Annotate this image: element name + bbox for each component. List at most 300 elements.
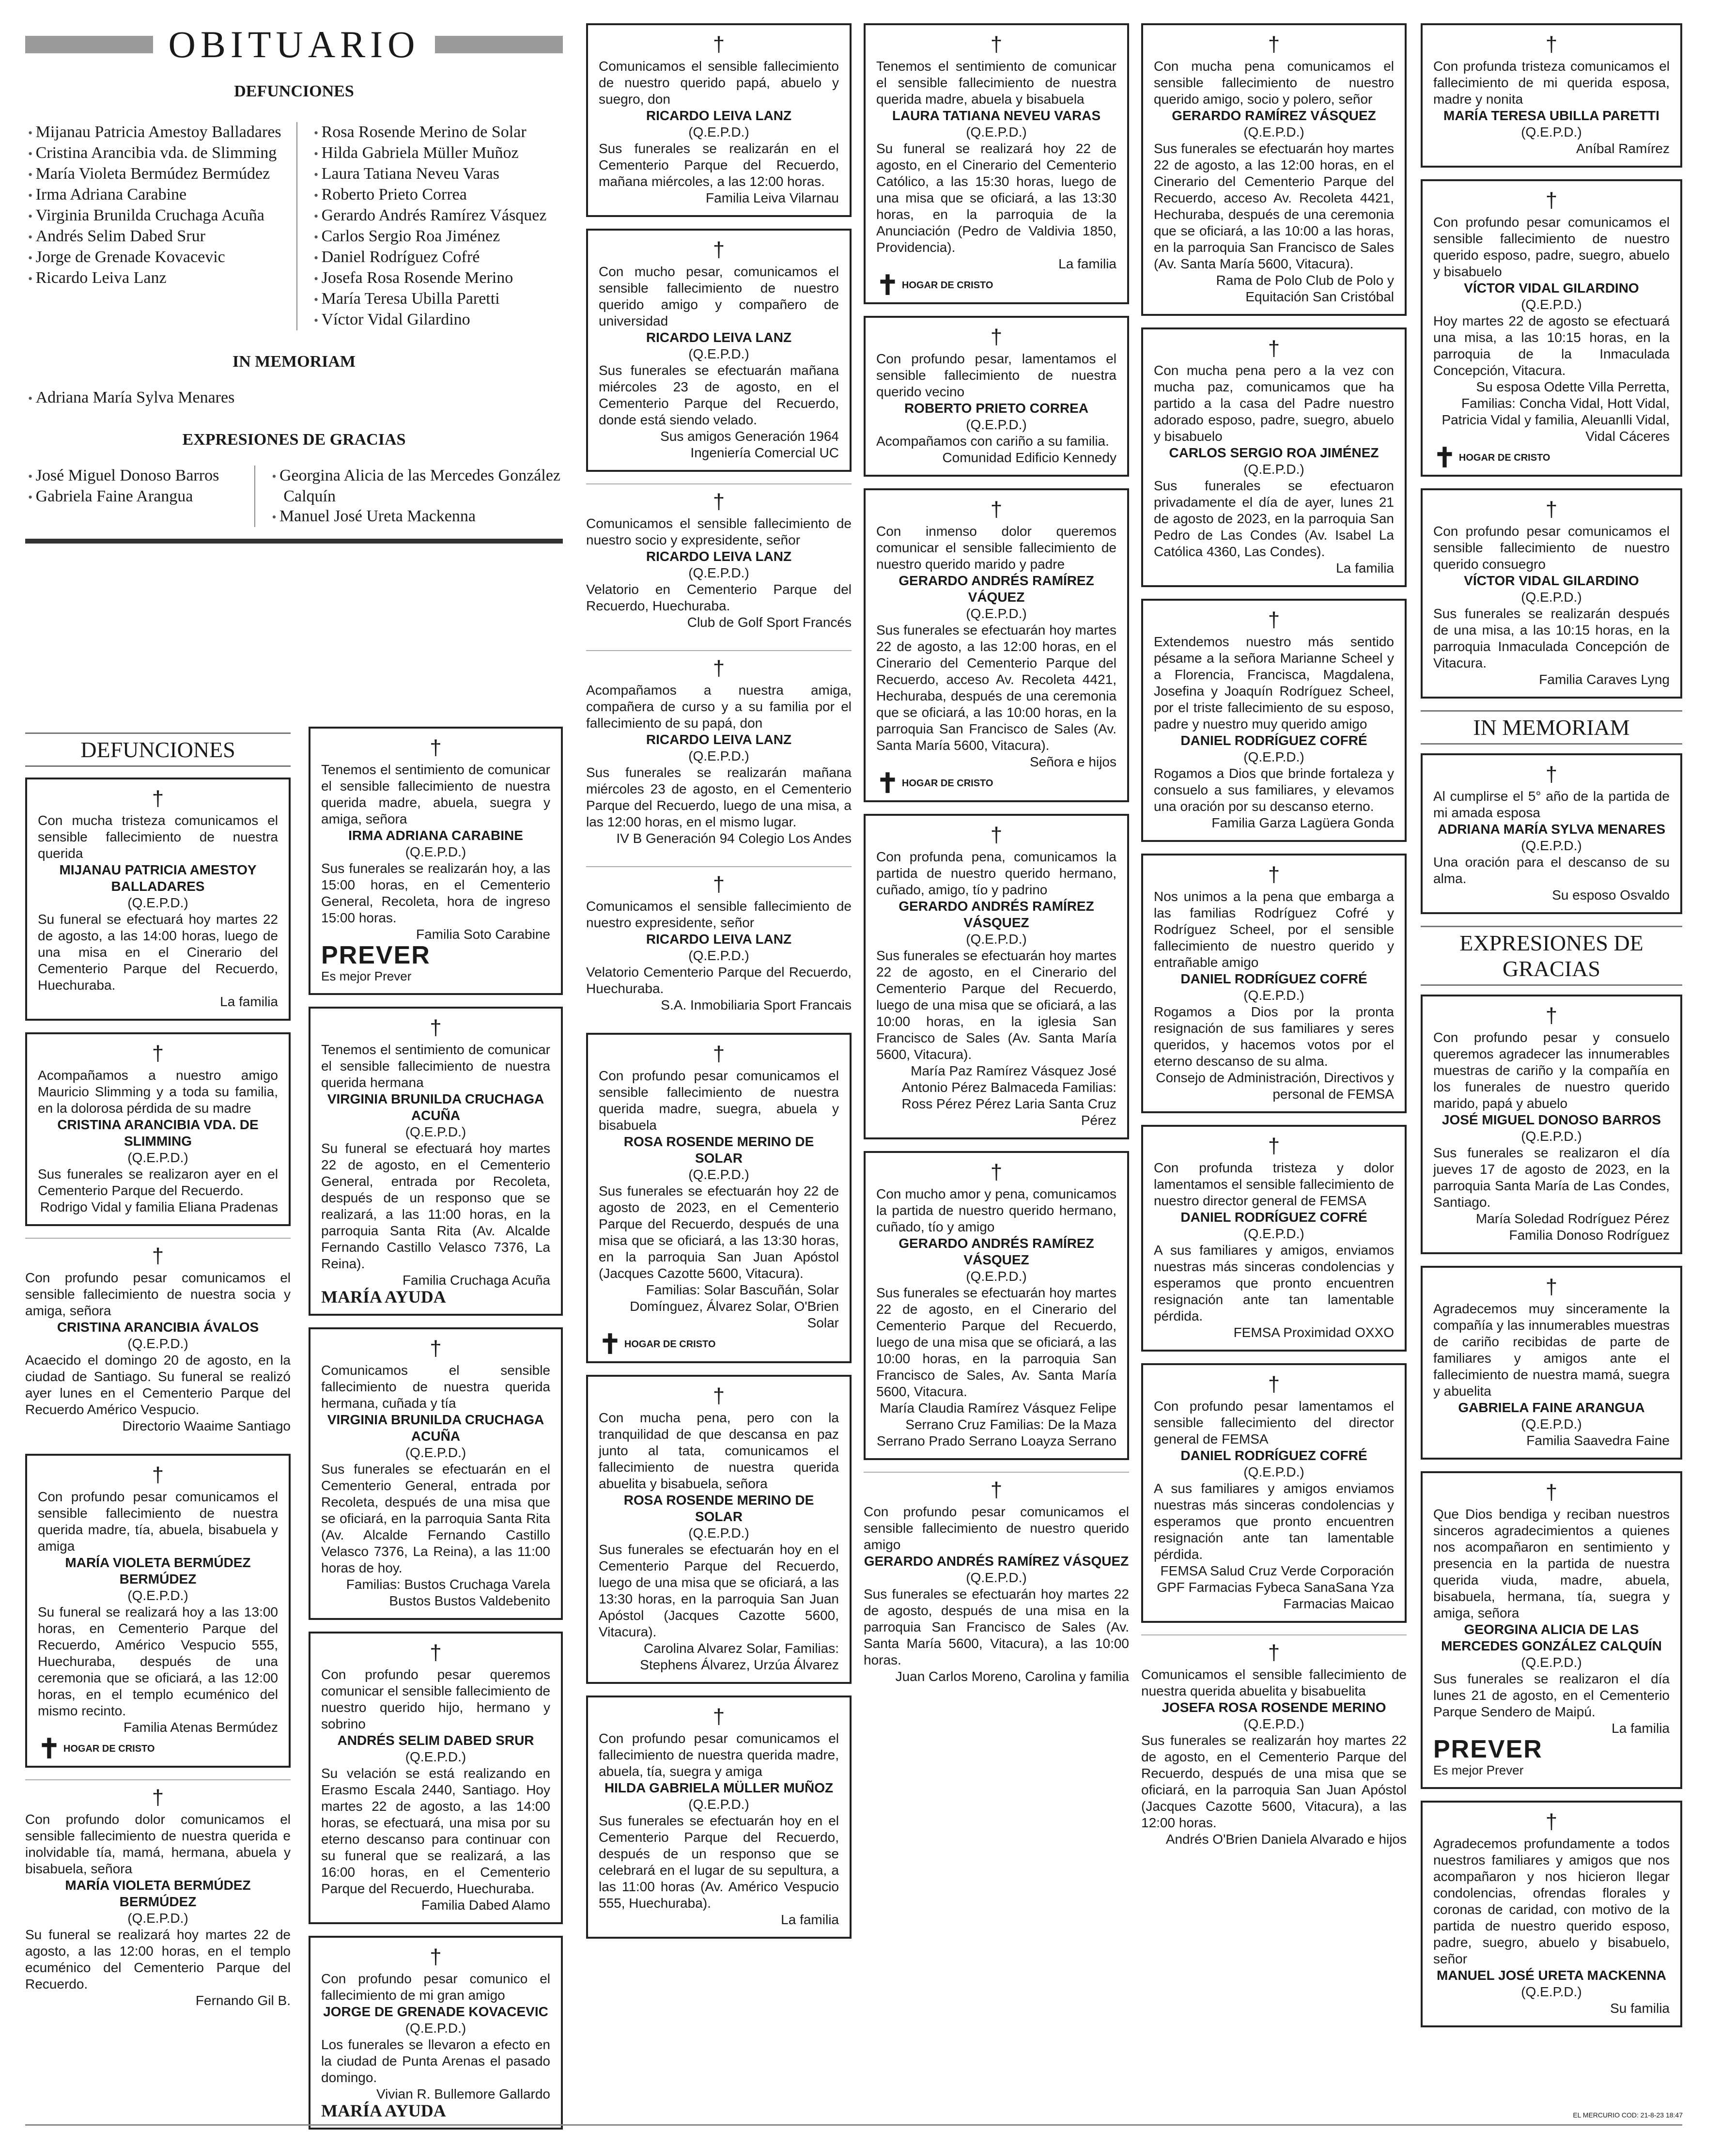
notice-signature: Señora e hijos	[1029, 754, 1116, 769]
index-entry: • Rosa Rosende Merino de Solar	[311, 122, 546, 143]
deceased-name: RICARDO LEIVA LANZ	[646, 549, 792, 564]
index-gracias-list	[25, 466, 563, 527]
notice-body: Acompañamos con cariño a su familia.	[876, 434, 1109, 449]
qepd-label: (Q.E.P.D.)	[127, 895, 188, 910]
deceased-name: CRISTINA ARANCIBIA VDA. DE SLIMMING	[57, 1117, 259, 1149]
deceased-name: GERARDO ANDRÉS RAMÍREZ VÁSQUEZ	[899, 1236, 1094, 1267]
notice-body: Sus funerales se efectuarán hoy en el Cementerio Parque del Recuerdo, luego de una misa que se oficiará, a las 13:30 horas, en la parroquia San Juan Apóstol (Jacques Cazotte 5600, Vitacura).	[599, 1542, 839, 1639]
cross-icon: †	[1268, 1641, 1280, 1665]
index-gracias-title: EXPRESIONES DE GRACIAS	[182, 431, 406, 449]
cross-icon: †	[713, 1705, 725, 1728]
notice-intro: Con profundo pesar y consuelo queremos agradecer las innumerables muestras de cariño y la compañía en los funerales de nuestro querido marido, papá y abuelo	[1433, 1030, 1670, 1111]
column-5	[1141, 23, 1407, 1867]
cross-icon: †	[713, 1384, 725, 1408]
cross-icon: †	[1268, 1134, 1280, 1158]
prever-logo: PREVER	[321, 941, 431, 969]
obituary-notice	[586, 1033, 852, 1363]
deceased-name: VIRGINIA BRUNILDA CRUCHAGA ACUÑA	[327, 1412, 544, 1444]
qepd-label: (Q.E.P.D.)	[688, 124, 749, 140]
column-2	[309, 727, 563, 2141]
notice-signature: Familia Leiva Vilarnau	[706, 190, 839, 205]
index-entry: • Mijanau Patricia Amestoy Balladares	[25, 122, 296, 143]
obituary-notice	[1421, 753, 1682, 914]
deceased-name: IRMA ADRIANA CARABINE	[348, 828, 523, 843]
notice-signature: Carolina Alvarez Solar, Familias: Stephens Álvarez, Urzúa Álvarez	[640, 1641, 839, 1672]
masthead-bar-left	[25, 36, 153, 53]
notice-intro: Con mucha pena comunicamos el sensible fallecimiento de nuestro querido amigo, socio y polero, señor	[1154, 59, 1394, 107]
cross-icon: †	[152, 1244, 164, 1268]
obituary-notice	[1141, 854, 1407, 1113]
notice-body: Su funeral se realizará hoy a las 13:00 horas, en Cementerio Parque del Recuerdo, Américo Vespucio 555, Huechuraba, después de una ceremonia que se oficiará, a las 12:00 horas, en el templo ecuménico del mismo recinto.	[38, 1604, 278, 1718]
notice-intro: Con profundo pesar comunicamos el sensible fallecimiento de nuestra querida madre, suegra, abuela y bisabuela	[599, 1068, 839, 1133]
deceased-name: VÍCTOR VIDAL GILARDINO	[1464, 280, 1639, 296]
notice-intro: Con profundo pesar lamentamos el sensible fallecimiento del director general de FEMSA	[1154, 1399, 1394, 1447]
notice-signature: Familia Saavedra Faine	[1526, 1433, 1670, 1448]
hogar-de-cristo-label: HOGAR DE CRISTO	[901, 778, 993, 789]
notice-intro: Nos unimos a la pena que embarga a las familias Rodríguez Cofré y Rodríguez Scheel, por el sensible fallecimiento de nuestro querido y entrañable amigo	[1154, 889, 1394, 970]
qepd-label: (Q.E.P.D.)	[1243, 1464, 1304, 1479]
notice-body: Sus funerales se efectuarán mañana miércoles 23 de agosto, en el Cementerio Parque del Recuerdo, donde está siendo velado.	[599, 363, 839, 427]
obituary-notice	[586, 1375, 852, 1684]
notice-body: Su velación se está realizando en Erasmo Escala 2440, Santiago. Hoy martes 22 de agosto, a las 14:00 horas, se efectuará, una misa por su eterno descanso para continuar con su funeral que se realizará, a las 16:00 horas, en el Cementerio Parque del Recuerdo, Huechuraba.	[321, 1766, 550, 1896]
notice-signature: Vivian R. Bullemore Gallardo	[376, 2086, 550, 2101]
index-defunciones-list	[25, 122, 563, 330]
obituary-notice	[864, 1151, 1129, 1460]
notice-intro: Con inmenso dolor queremos comunicar el sensible fallecimiento de nuestro querido marido y padre	[876, 524, 1116, 572]
obituary-notice	[1141, 327, 1407, 587]
cross-icon: †	[1545, 498, 1558, 521]
deceased-name: DANIEL RODRÍGUEZ COFRÉ	[1180, 1448, 1367, 1463]
deceased-name: DANIEL RODRÍGUEZ COFRÉ	[1180, 733, 1367, 748]
deceased-name: RICARDO LEIVA LANZ	[646, 732, 792, 747]
qepd-label: (Q.E.P.D.)	[1521, 297, 1582, 312]
deceased-name: ROSA ROSENDE MERINO DE SOLAR	[623, 1493, 814, 1524]
obituary-notice	[1421, 23, 1682, 168]
notice-body: Sus funerales se efectuarán hoy 22 de agosto de 2023, en el Cementerio Parque del Recuerdo, después de una misa que se oficiará, a las 13:30 horas, en la parroquia San Juan Apóstol (Jacques Cazotte 5600, Vitacura).	[599, 1183, 839, 1281]
notice-signature: FEMSA Salud Cruz Verde Corporación GPF Farmacias Fybeca SanaSana Yza Farmacias Maicao	[1157, 1563, 1394, 1611]
notice-body: Sus funerales se efectuarán hoy martes 22 de agosto, en el Cinerario del Cementerio Parque del Recuerdo, luego de una misa que se oficiará, a las 10:00 horas, en la parroquia San Francisco de Sales, Av. Santa María 5600, Vitacura.	[876, 1285, 1116, 1399]
qepd-label: (Q.E.P.D.)	[1521, 1984, 1582, 1999]
cross-icon: †	[152, 1786, 164, 1809]
qepd-label: (Q.E.P.D.)	[1243, 462, 1304, 477]
notice-signature: Familias: Solar Bascuñán, Solar Domínguez, Álvarez Solar, O'Brien Solar	[630, 1282, 839, 1330]
notice-signature: Familia Cruchaga Acuña	[402, 1273, 550, 1288]
notice-body: Sus funerales se realizarán hoy martes 22 de agosto, en el Cementerio Parque del Recuerdo, después de una misa que se oficiará, en la parroquia San Juan Apóstol (Jacques Cazotte 5600, Vitacura), a las 12:00 horas.	[1141, 1733, 1407, 1830]
notice-body: Sus funerales se efectuarán hoy martes 22 de agosto, a las 12:00 horas, en el Cinerario del Cementerio Parque del Recuerdo, acceso Av. Recoleta 4421, Hechuraba, después de una ceremonia que se oficiará, a las 10:00 horas, en la parroquia San Francisco de Sales (Av. Santa María 5600, Vitacura).	[876, 622, 1116, 753]
notice-intro: Con profundo pesar, lamentamos el sensible fallecimiento de nuestra querido vecino	[876, 351, 1116, 399]
cross-icon: †	[990, 823, 1003, 847]
notice-signature: Fernando Gil B.	[195, 1993, 291, 2008]
qepd-label: (Q.E.P.D.)	[1521, 1416, 1582, 1431]
notice-signature: María Paz Ramírez Vásquez José Antonio Pérez Balmaceda Familias: Ross Pérez Pérez Laria Santa Cruz Pérez	[901, 1063, 1116, 1128]
obituary-notice	[586, 1696, 852, 1939]
index-entry: • María Violeta Bermúdez Bermúdez	[25, 164, 296, 185]
qepd-label: (Q.E.P.D.)	[1243, 988, 1304, 1003]
obituary-notice	[309, 1327, 563, 1620]
index-entry: • Georgina Alicia de las Mercedes González Calquín	[269, 466, 563, 506]
hogar-de-cristo-logo	[38, 1733, 278, 1764]
cross-icon: †	[990, 1160, 1003, 1184]
obituary-notice	[864, 1472, 1129, 1694]
cross-icon: †	[1268, 337, 1280, 360]
hogar-de-cristo-icon: ✝	[876, 270, 896, 300]
notice-body: Sus funerales se realizarán hoy, a las 15:00 horas, en el Cementerio General, Recoleta, hora de ingreso 15:00 horas.	[321, 861, 550, 925]
obituary-notice	[1141, 1363, 1407, 1623]
obituary-notice	[586, 229, 852, 472]
notice-body: Su funeral se realizará hoy martes 22 de agosto, a las 12:00 horas, en el templo ecuménico del Cementerio Parque del Recuerdo.	[25, 1927, 291, 1991]
notice-intro: Con profundo pesar comunicamos el fallecimiento de nuestra querida madre, abuela, tía, suegra y amiga	[599, 1731, 839, 1779]
notice-intro: Con mucho pesar, comunicamos el sensible fallecimiento de nuestro querido amigo y compañero de universidad	[599, 264, 839, 328]
notice-signature: La familia	[1612, 1721, 1670, 1736]
cross-icon: †	[1545, 1480, 1558, 1504]
notice-intro: Con mucha pena pero a la vez con mucha paz, comunicamos que ha partido a la casa del Padre nuestro adorado esposo, padre, suegro, abuelo y bisabuelo	[1154, 363, 1394, 444]
notice-signature: Directorio Waaime Santiago	[122, 1418, 291, 1433]
index-entry: • Roberto Prieto Correa	[311, 185, 546, 205]
hogar-de-cristo-label: HOGAR DE CRISTO	[63, 1743, 155, 1754]
notice-intro: Con profunda tristeza comunicamos el fallecimiento de mi querida esposa, madre y nonita	[1433, 59, 1670, 107]
notice-intro: Que Dios bendiga y reciban nuestros sinceros agradecimientos a quienes nos acompañaron en sentimiento y presencia en la partida de nuestra querida viuda, madre, abuela, bisabuela, hermana, tía, suegra y amiga, señora	[1433, 1507, 1670, 1620]
notice-body: Su funeral se realizará hoy 22 de agosto, en el Cinerario del Cementerio Católico, a las 15:30 horas, luego de una misa que se oficiará, a las 13:30 horas, en la parroquia de la Anunciación (Pedro de Valdivia 1850, Providencia).	[876, 141, 1116, 255]
index-entry: • Adriana María Sylva Menares	[25, 388, 563, 408]
cross-icon: †	[430, 1945, 442, 1969]
notice-intro: Acompañamos a nuestra amiga, compañera de curso y a su familia por el fallecimiento de su papá, don	[586, 683, 852, 731]
deceased-name: GEORGINA ALICIA DE LAS MERCEDES GONZÁLEZ CALQUÍN	[1441, 1622, 1662, 1653]
deceased-name: CRISTINA ARANCIBIA ÁVALOS	[57, 1320, 259, 1335]
notice-intro: Con profundo pesar comunico el fallecimiento de mi gran amigo	[321, 1971, 550, 2003]
cross-icon: †	[713, 1042, 725, 1066]
notice-signature: IV B Generación 94 Colegio Los Andes	[616, 831, 852, 846]
notice-body: Velatorio en Cementerio Parque del Recuerdo, Huechuraba.	[586, 582, 852, 613]
index-memoriam-list	[25, 388, 563, 408]
hogar-de-cristo-logo	[876, 270, 1116, 300]
index-entry: • Hilda Gabriela Müller Muñoz	[311, 143, 546, 164]
notice-signature: Aníbal Ramírez	[1576, 141, 1670, 156]
notice-signature: La familia	[1058, 256, 1116, 271]
obituary-notice	[586, 23, 852, 217]
cross-icon: †	[713, 872, 725, 896]
notice-intro: Con mucha pena, pero con la tranquilidad de que descansa en paz junto al tata, comunicamos el fallecimiento de nuestra querida abuelita y bisabuela, señora	[599, 1410, 839, 1491]
qepd-label: (Q.E.P.D.)	[1243, 1716, 1304, 1731]
index-entry: • Irma Adriana Carabine	[25, 185, 296, 205]
deceased-name: VIRGINIA BRUNILDA CRUCHAGA ACUÑA	[327, 1091, 544, 1123]
footer-code: EL MERCURIO COD: 21-8-23 18:47	[1573, 2111, 1683, 2119]
cross-icon: †	[1268, 608, 1280, 632]
cross-icon: †	[713, 238, 725, 262]
qepd-label: (Q.E.P.D.)	[127, 1336, 188, 1351]
hogar-de-cristo-icon: ✝	[1433, 442, 1453, 473]
notice-body: Sus funerales se efectuarán hoy martes 22 de agosto, en el Cinerario del Cementerio Parque del Recuerdo, luego de una misa que se oficiará, a las 10:00 horas, en la iglesia San Francisco de Sales (Av. Santa María 5600, Vitacura).	[876, 948, 1116, 1062]
obituary-notice	[309, 1936, 563, 2130]
cross-icon: †	[152, 1042, 164, 1065]
notice-intro: Comunicamos el sensible fallecimiento de nuestro querido papá, abuelo y suegro, don	[599, 59, 839, 107]
notice-body: Sus funerales se realizarán después de una misa, a las 10:15 horas, en la parroquia Inmaculada Concepción de Vitacura.	[1433, 606, 1670, 670]
notice-body: A sus familiares y amigos, enviamos nuestras más sinceras condolencias y esperamos que pronto encuentren resignación ante tan lamentable pérdida.	[1154, 1243, 1394, 1323]
notice-intro: Con profundo pesar comunicamos el sensible fallecimiento de nuestro querido amigo	[864, 1504, 1129, 1552]
notice-body: Sus funerales se realizaron el día jueves 17 de agosto de 2023, en la parroquia Santa María de Las Condes, Santiago.	[1433, 1145, 1670, 1210]
section-defunciones: DEFUNCIONES	[25, 732, 291, 767]
index-entry: • Josefa Rosa Rosende Merino	[311, 268, 546, 289]
obituary-notice	[586, 866, 852, 1022]
notice-intro: Agradecemos muy sinceramente la compañía y las innumerables muestras de cariño recibidas de parte de familiares y amigos ante el fallecimiento de nuestra mamá, suegra y abuelita	[1433, 1301, 1670, 1399]
cross-icon: †	[152, 1463, 164, 1487]
cross-icon: †	[430, 1016, 442, 1040]
obituary-notice	[309, 1632, 563, 1924]
hogar-de-cristo-icon: ✝	[599, 1329, 619, 1359]
cross-icon: †	[990, 1478, 1003, 1502]
cross-icon: †	[1545, 32, 1558, 56]
qepd-label: (Q.E.P.D.)	[405, 844, 466, 859]
notice-intro: Con profundo pesar comunicamos el sensible fallecimiento de nuestro querido consuegro	[1433, 524, 1670, 572]
deceased-name: JOSÉ MIGUEL DONOSO BARROS	[1442, 1112, 1661, 1127]
hogar-de-cristo-icon: ✝	[876, 768, 896, 798]
deceased-name: MARÍA TERESA UBILLA PARETTI	[1443, 108, 1659, 123]
deceased-name: GERARDO ANDRÉS RAMÍREZ VÁSQUEZ	[899, 899, 1094, 930]
obituary-notice	[1141, 23, 1407, 316]
obituary-notice	[25, 1454, 291, 1768]
cross-icon: †	[713, 656, 725, 680]
notice-signature: María Claudia Ramírez Vásquez Felipe Serrano Cruz Familias: De la Maza Serrano Prado Serrano Loayza Serrano	[877, 1400, 1116, 1448]
cross-icon: †	[1545, 1275, 1558, 1299]
notice-signature: Familia Dabed Alamo	[421, 1898, 550, 1913]
index-entry: • Gerardo Andrés Ramírez Vásquez	[311, 205, 546, 226]
notice-intro: Tenemos el sentimiento de comunicar el sensible fallecimiento de nuestra querida hermana	[321, 1042, 550, 1090]
obituary-notice	[1421, 1801, 1682, 2027]
deceased-name: GERARDO RAMÍREZ VÁSQUEZ	[1172, 108, 1376, 123]
index-entry: • José Miguel Donoso Barros	[25, 466, 254, 486]
notice-signature: Su esposo Osvaldo	[1552, 887, 1670, 902]
notice-signature: Familias: Bustos Cruchaga Varela Bustos Bustos Valdebenito	[346, 1577, 550, 1608]
obituary-notice	[1141, 1634, 1407, 1856]
notice-intro: Agradecemos profundamente a todos nuestros familiares y amigos que nos acompañaron y nos hicieron llegar condolencias, ofrendas florales y coronas de caridad, con motivo de la partida de nuestro querido esposo, padre, suegro, abuelo y bisabuelo, señor	[1433, 1836, 1670, 1966]
deceased-name: ANDRÉS SELIM DABED SRUR	[337, 1733, 534, 1748]
qepd-label: (Q.E.P.D.)	[127, 1588, 188, 1603]
qepd-label: (Q.E.P.D.)	[405, 1124, 466, 1139]
obituary-notice	[864, 814, 1129, 1139]
cross-icon: †	[1545, 1810, 1558, 1834]
cross-icon: †	[1268, 863, 1280, 887]
hogar-de-cristo-logo	[1433, 442, 1670, 473]
qepd-label: (Q.E.P.D.)	[966, 124, 1027, 140]
obituary-notice	[586, 650, 852, 856]
qepd-label: (Q.E.P.D.)	[688, 1797, 749, 1812]
masthead	[25, 23, 563, 65]
obituary-notice	[864, 23, 1129, 304]
index-entry: • Daniel Rodríguez Cofré	[311, 247, 546, 268]
notice-body: Su funeral se efectuará hoy martes 22 de agosto, a las 14:00 horas, luego de una misa en el Cinerario del Cementerio Parque del Recuerdo, Huechuraba.	[38, 912, 278, 993]
notice-signature: Andrés O'Brien Daniela Alvarado e hijos	[1165, 1832, 1407, 1847]
deceased-name: ADRIANA MARÍA SYLVA MENARES	[1437, 822, 1666, 837]
cross-icon: †	[990, 325, 1003, 349]
index-list	[25, 388, 563, 408]
cross-icon: †	[1545, 1004, 1558, 1027]
page-title: OBITUARIO	[168, 23, 420, 65]
section-gracias: EXPRESIONES DE GRACIAS	[1421, 926, 1682, 986]
obituary-notice	[25, 1779, 291, 2018]
qepd-label: (Q.E.P.D.)	[1521, 124, 1582, 140]
column-3	[586, 23, 852, 1950]
qepd-label: (Q.E.P.D.)	[1521, 1129, 1582, 1144]
qepd-label: (Q.E.P.D.)	[688, 948, 749, 963]
obituary-notice	[25, 778, 291, 1021]
column-6	[1421, 23, 1682, 2039]
deceased-name: RICARDO LEIVA LANZ	[646, 932, 792, 947]
qepd-label: (Q.E.P.D.)	[688, 1167, 749, 1182]
qepd-label: (Q.E.P.D.)	[966, 606, 1027, 621]
notice-intro: Comunicamos el sensible fallecimiento de nuestro socio y expresidente, señor	[586, 516, 852, 547]
deceased-name: MARÍA VIOLETA BERMÚDEZ BERMÚDEZ	[65, 1555, 251, 1587]
qepd-label: (Q.E.P.D.)	[966, 1269, 1027, 1284]
notice-signature: Su esposa Odette Villa Perretta, Familias: Concha Vidal, Hott Vidal, Patricia Vidal y familia, Aleuanlli Vidal, Vidal Cáceres	[1442, 379, 1670, 444]
index-entry: • Andrés Selim Dabed Srur	[25, 226, 296, 247]
deceased-name: DANIEL RODRÍGUEZ COFRÉ	[1180, 1210, 1367, 1225]
notice-body: Sus funerales se efectuarán hoy martes 22 de agosto, después de una misa en la parroquia San Francisco de Sales (Av. Santa María 5600, Vitacura), a las 10:00 horas.	[864, 1587, 1129, 1667]
qepd-label: (Q.E.P.D.)	[127, 1911, 188, 1926]
notice-intro: Con profunda pena, comunicamos la partida de nuestro querido hermano, cuñado, amigo, tío y padrino	[876, 849, 1116, 897]
notice-signature: Familia Soto Carabine	[416, 927, 550, 942]
notice-body: Hoy martes 22 de agosto se efectuará una misa, a las 10:15 horas, en la parroquia de la Inmaculada Concepción, Vitacura.	[1433, 313, 1670, 378]
obituary-notice	[309, 1007, 563, 1316]
notice-intro: Extendemos nuestro más sentido pésame a la señora Marianne Scheel y a Florencia, Francisca, Magdalena, Josefina y Joaquín Rodríguez Scheel, por el triste fallecimiento de su esposo, padre y nuestro muy querido amigo	[1154, 634, 1394, 731]
qepd-label: (Q.E.P.D.)	[405, 1445, 466, 1460]
index-rule	[25, 539, 563, 544]
index-entry: • Carlos Sergio Roa Jiménez	[311, 226, 546, 247]
notice-signature: Familia Atenas Bermúdez	[123, 1720, 278, 1735]
masthead-bar-right	[435, 36, 563, 53]
deceased-name: RICARDO LEIVA LANZ	[646, 330, 792, 345]
deceased-name: LAURA TATIANA NEVEU VARAS	[892, 108, 1101, 123]
index-entry: • Víctor Vidal Gilardino	[311, 310, 546, 330]
obituary-notice	[1421, 179, 1682, 477]
notice-body: A sus familiares y amigos enviamos nuestras más sinceras condolencias y esperamos que pronto encuentren resignación ante tan lamentable pérdida.	[1154, 1481, 1394, 1562]
notice-signature: Juan Carlos Moreno, Carolina y familia	[895, 1669, 1129, 1684]
notice-intro: Con profunda tristeza y dolor lamentamos el sensible fallecimiento de nuestro director general de FEMSA	[1154, 1160, 1394, 1208]
obituary-notice	[1421, 995, 1682, 1254]
index-entry: • Cristina Arancibia vda. de Slimming	[25, 143, 296, 164]
qepd-label: (Q.E.P.D.)	[688, 748, 749, 763]
cross-icon: †	[990, 498, 1003, 521]
cross-icon: †	[990, 32, 1003, 56]
obituary-notice	[309, 727, 563, 995]
section-memoriam: IN MEMORIAM	[1421, 710, 1682, 745]
index-entry: • Gabriela Faine Arangua	[25, 486, 254, 507]
notice-signature: La familia	[1336, 560, 1394, 576]
notice-body: Sus funerales se realizarán mañana miércoles 23 de agosto, en el Cementerio Parque del Recuerdo, luego de una misa, a las 12:00 horas, en el mismo lugar.	[586, 765, 852, 829]
hogar-de-cristo-logo	[599, 1329, 839, 1359]
notice-body: Sus funerales se efectuarán hoy en el Cementerio Parque del Recuerdo, después de un responso que se celebrará en el lugar de su sepultura, a las 11:00 horas (Av. Américo Vespucio 555, Huechuraba).	[599, 1813, 839, 1911]
cross-icon: †	[430, 1337, 442, 1360]
hogar-de-cristo-label: HOGAR DE CRISTO	[1458, 452, 1550, 463]
qepd-label: (Q.E.P.D.)	[688, 346, 749, 361]
deceased-name: ROBERTO PRIETO CORREA	[904, 401, 1089, 416]
notice-signature: María Soledad Rodríguez Pérez Familia Donoso Rodríguez	[1476, 1211, 1670, 1243]
notice-intro: Al cumplirse el 5° año de la partida de mi amada esposa	[1433, 789, 1670, 820]
qepd-label: (Q.E.P.D.)	[405, 1749, 466, 1764]
qepd-label: (Q.E.P.D.)	[966, 1570, 1027, 1585]
obituary-notice	[1141, 599, 1407, 842]
qepd-label: (Q.E.P.D.)	[1243, 124, 1304, 140]
notice-signature: Rama de Polo Club de Polo y Equitación San Cristóbal	[1216, 273, 1394, 304]
qepd-label: (Q.E.P.D.)	[688, 1525, 749, 1540]
notice-body: Velatorio Cementerio Parque del Recuerdo, Huechuraba.	[586, 965, 852, 996]
qepd-label: (Q.E.P.D.)	[966, 417, 1027, 432]
notice-intro: Comunicamos el sensible fallecimiento de nuestro expresidente, señor	[586, 899, 852, 930]
notice-intro: Con profundo pesar comunicamos el sensible fallecimiento de nuestro querido esposo, padre, suegro, abuelo y bisabuelo	[1433, 215, 1670, 279]
qepd-label: (Q.E.P.D.)	[127, 1150, 188, 1165]
notice-body: Rogamos a Dios que brinde fortaleza y consuelo a sus familiares, y elevamos una oración por su descanso eterno.	[1154, 766, 1394, 814]
index-defunciones-title: DEFUNCIONES	[234, 82, 354, 100]
qepd-label: (Q.E.P.D.)	[1243, 749, 1304, 764]
footer-rule	[25, 2124, 1682, 2126]
notice-intro: Con profundo dolor comunicamos el sensible fallecimiento de nuestra querida e inolvidable tía, mamá, hermana, abuela y bisabuela, señora	[25, 1812, 291, 1876]
notice-intro: Tenemos el sentimiento de comunicar el sensible fallecimiento de nuestra querida madre, abuela y bisabuela	[876, 59, 1116, 107]
cross-icon: †	[152, 787, 164, 810]
notice-body: Los funerales se llevaron a efecto en la ciudad de Punta Arenas el pasado domingo.	[321, 2037, 550, 2085]
hogar-de-cristo-icon: ✝	[38, 1733, 58, 1764]
index-entry: • María Teresa Ubilla Paretti	[311, 289, 546, 310]
notice-body: Rogamos a Dios por la pronta resignación de sus familiares y seres queridos, y hacemos votos por el eterno descanso de su alma.	[1154, 1004, 1394, 1069]
prever-slogan: Es mejor Prever	[1433, 1763, 1524, 1777]
notice-intro: Con profundo pesar comunicamos el sensible fallecimiento de nuestra querida madre, tía, abuela, bisabuela y amiga	[38, 1489, 278, 1554]
notice-signature: Rodrigo Vidal y familia Eliana Pradenas	[40, 1199, 278, 1214]
index-list	[311, 122, 546, 330]
deceased-name: GERARDO ANDRÉS RAMÍREZ VÁQUEZ	[899, 573, 1094, 605]
obituary-notice	[25, 1238, 291, 1443]
cross-icon: †	[1545, 762, 1558, 786]
maria-ayuda-logo: MARÍA AYUDA	[321, 2101, 446, 2120]
obituary-notice	[1141, 1125, 1407, 1352]
notice-intro: Tenemos el sentimiento de comunicar el sensible fallecimiento de nuestra querida madre, abuela, suegra y amiga, señora	[321, 762, 550, 826]
notice-body: Sus funerales se realizaron el día lunes 21 de agosto, en el Cementerio Parque Sendero de Maipú.	[1433, 1671, 1670, 1719]
prever-logo: PREVER	[1433, 1735, 1543, 1763]
notice-signature: Comunidad Edificio Kennedy	[942, 450, 1116, 465]
deceased-name: MANUEL JOSÉ URETA MACKENNA	[1437, 1968, 1666, 1983]
notice-body: Su funeral se efectuará hoy martes 22 de agosto, en el Cementerio General, entrada por Recoleta, después de un responso que se realizará, a las 11:00 horas, en la parroquia Santa Rita (Av. Alcalde Fernando Castillo Velasco 7376, La Reina).	[321, 1141, 550, 1271]
notice-signature: Sus amigos Generación 1964 Ingeniería Comercial UC	[660, 429, 839, 460]
index-list	[269, 466, 563, 527]
qepd-label: (Q.E.P.D.)	[966, 932, 1027, 947]
deceased-name: MIJANAU PATRICIA AMESTOY BALLADARES	[59, 862, 257, 894]
cross-icon: †	[1545, 188, 1558, 212]
obituary-notice	[25, 1032, 291, 1226]
notice-body: Acaecido el domingo 20 de agosto, en la ciudad de Santiago. Su funeral se realizó ayer lunes en el Cementerio Parque del Recuerdo Américo Vespucio.	[25, 1353, 291, 1417]
index-entry: • Manuel José Ureta Mackenna	[269, 506, 563, 527]
cross-icon: †	[713, 490, 725, 513]
notice-body: Sus funerales se efectuarán hoy martes 22 de agosto, a las 12:00 horas, en el Cinerario del Cementerio Parque del Recuerdo, acceso Av. Recoleta 4421, Hechuraba, después de una ceremonia que se oficiará, a las 10:00 a las horas, en la parroquia San Francisco de Sales (Av. Santa María 5600, Vitacura).	[1154, 141, 1394, 271]
qepd-label: (Q.E.P.D.)	[1521, 590, 1582, 605]
obituary-notice	[1421, 1266, 1682, 1460]
notice-intro: Con profundo pesar queremos comunicar el sensible fallecimiento de nuestro querido hijo, hermano y sobrino	[321, 1667, 550, 1731]
index-entry: • Virginia Brunilda Cruchaga Acuña	[25, 205, 296, 226]
notice-intro: Comunicamos el sensible fallecimiento de nuestra querida hermana, cuñada y tía	[321, 1363, 550, 1411]
deceased-name: GERARDO ANDRÉS RAMÍREZ VÁSQUEZ	[864, 1554, 1129, 1569]
notice-signature: S.A. Inmobiliaria Sport Francais	[661, 997, 852, 1012]
notice-signature: Club de Golf Sport Francés	[687, 615, 852, 630]
maria-ayuda-logo: MARÍA AYUDA	[321, 1287, 446, 1307]
qepd-label: (Q.E.P.D.)	[1243, 1226, 1304, 1241]
notice-signature: FEMSA Proximidad OXXO	[1233, 1325, 1394, 1340]
hogar-de-cristo-label: HOGAR DE CRISTO	[901, 280, 993, 291]
notice-body: Sus funerales se efectuarán en el Cementerio General, entrada por Recoleta, después de una misa que se oficiará, en la parroquia Santa Rita (Av. Alcalde Fernando Castillo Velasco 7376, La Reina), a las 11:00 horas de hoy.	[321, 1462, 550, 1575]
cross-icon: †	[713, 32, 725, 56]
prever-slogan: Es mejor Prever	[321, 969, 412, 983]
index-list	[25, 122, 297, 330]
notice-signature: Su familia	[1610, 2001, 1670, 2016]
hogar-de-cristo-label: HOGAR DE CRISTO	[624, 1339, 716, 1350]
notice-signature: Familia Garza Lagüera Gonda	[1211, 815, 1394, 830]
notice-body: Sus funerales se efectuaron privadamente el día de ayer, lunes 21 de agosto de 2023, en la parroquia San Pedro de Las Condes (Av. Isabel La Católica 4360, Las Condes).	[1154, 478, 1394, 559]
obituary-notice	[1421, 1471, 1682, 1789]
obituary-notice	[586, 483, 852, 639]
